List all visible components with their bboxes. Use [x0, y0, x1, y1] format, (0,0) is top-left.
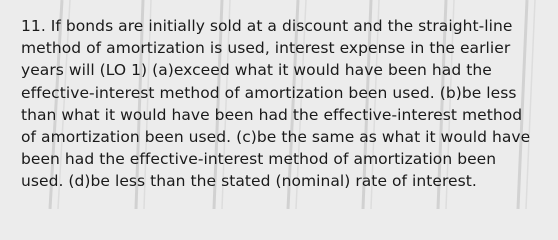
question-line: 11. If bonds are initially sold at a discount and the straight-line — [21, 17, 513, 35]
question-text — [21, 15, 553, 193]
question-line: used. (d)be less than the stated (nominal) rate of interest. — [21, 172, 477, 191]
question-line: than what it would have been had the effective-interest method — [21, 105, 523, 124]
question-line: been had the effective-interest method of amortization been — [21, 150, 497, 169]
question-line: of amortization been used. (c)be the same as what it would have — [21, 128, 531, 147]
question-line: years will (LO 1) (a)exceed what it would have been had the — [21, 61, 492, 80]
question-line: method of amortization is used, interest expense in the earlier — [21, 39, 511, 58]
question-line: effective-interest method of amortization been used. (b)be less — [21, 83, 517, 102]
